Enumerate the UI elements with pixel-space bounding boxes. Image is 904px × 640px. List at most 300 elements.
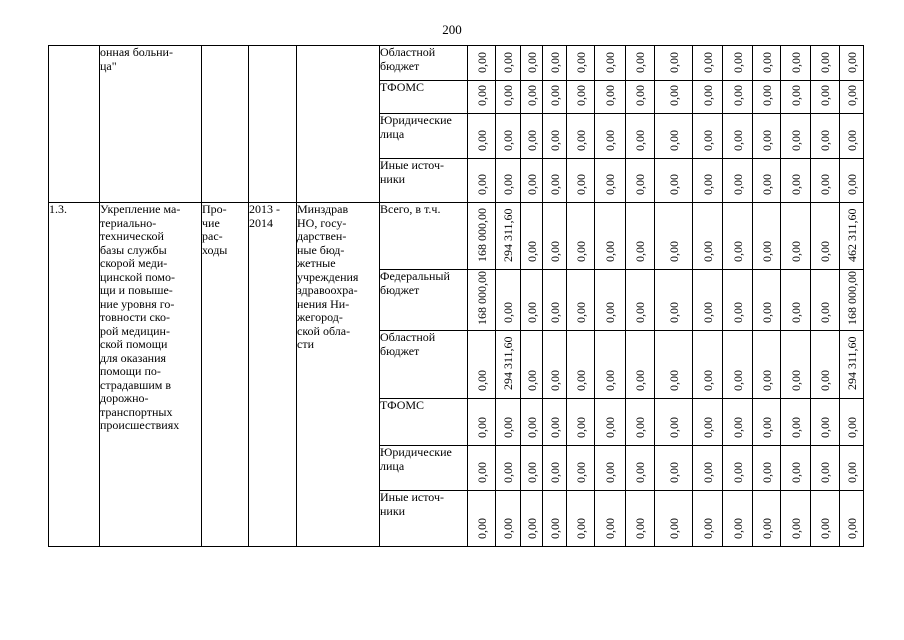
value-text: 0,00 xyxy=(844,85,859,106)
value-cell xyxy=(521,446,543,491)
value-text: 0,00 xyxy=(700,241,715,262)
funding-source-cell: Иные источ- ники xyxy=(380,159,468,203)
value-cell xyxy=(655,446,693,491)
funding-source-cell: Областной бюджет xyxy=(380,46,468,81)
value-cell xyxy=(753,331,781,399)
value-text: 0,00 xyxy=(818,130,832,151)
value-cell xyxy=(811,203,840,270)
value-text: 294 311,60 xyxy=(501,208,515,262)
value-cell xyxy=(693,331,723,399)
value-text: 0,00 xyxy=(573,302,588,323)
value-text: 0,00 xyxy=(501,130,515,151)
value-cell xyxy=(655,114,693,159)
table-body xyxy=(49,46,864,547)
value-text: 0,00 xyxy=(603,241,617,262)
value-text: 0,00 xyxy=(474,417,489,438)
value-text: 0,00 xyxy=(603,370,617,391)
value-text: 0,00 xyxy=(818,462,832,483)
value-text: 0,00 xyxy=(474,174,489,195)
funding-source-cell: Областной бюджет xyxy=(380,331,468,399)
value-text: 0,00 xyxy=(844,518,859,539)
value-cell xyxy=(753,81,781,114)
value-cell xyxy=(840,203,864,270)
value-cell xyxy=(543,446,567,491)
value-text: 0,00 xyxy=(788,85,803,106)
value-text: 0,00 xyxy=(666,302,681,323)
value-text: 0,00 xyxy=(524,241,539,262)
value-cell xyxy=(595,114,626,159)
value-text: 0,00 xyxy=(788,302,803,323)
value-text: 0,00 xyxy=(666,462,681,483)
funding-source-cell: Юридические лица xyxy=(380,114,468,159)
value-cell xyxy=(595,331,626,399)
value-cell xyxy=(496,203,521,270)
value-text: 0,00 xyxy=(524,85,539,106)
value-text: 0,00 xyxy=(700,518,715,539)
value-text: 0,00 xyxy=(573,85,588,106)
value-cell xyxy=(781,203,811,270)
value-cell xyxy=(655,81,693,114)
value-cell xyxy=(496,399,521,446)
value-text: 0,00 xyxy=(547,174,562,195)
funding-source-cell: Юридические лица xyxy=(380,446,468,491)
value-cell xyxy=(655,46,693,81)
value-text: 0,00 xyxy=(524,52,539,73)
value-cell xyxy=(595,203,626,270)
value-cell xyxy=(840,81,864,114)
value-text: 0,00 xyxy=(666,52,681,73)
value-cell xyxy=(723,114,753,159)
value-cell xyxy=(781,491,811,547)
value-text: 0,00 xyxy=(501,462,515,483)
value-text: 0,00 xyxy=(573,52,588,73)
value-text: 0,00 xyxy=(573,518,588,539)
value-text: 462 311,60 xyxy=(844,208,859,262)
value-text: 0,00 xyxy=(547,52,562,73)
value-text: 168 000,00 xyxy=(844,271,859,325)
value-text: 0,00 xyxy=(474,130,489,151)
value-cell xyxy=(655,491,693,547)
value-cell xyxy=(693,114,723,159)
value-text: 0,00 xyxy=(844,52,859,73)
value-cell xyxy=(567,203,595,270)
value-cell xyxy=(626,270,655,331)
value-cell xyxy=(781,446,811,491)
value-text: 0,00 xyxy=(788,241,803,262)
value-text: 0,00 xyxy=(474,85,489,106)
value-cell xyxy=(655,331,693,399)
value-cell xyxy=(595,446,626,491)
value-cell xyxy=(626,446,655,491)
value-cell xyxy=(693,446,723,491)
value-cell xyxy=(781,81,811,114)
table-row xyxy=(49,46,864,81)
value-cell xyxy=(595,270,626,331)
value-cell xyxy=(496,331,521,399)
value-text: 0,00 xyxy=(700,174,715,195)
program-table xyxy=(48,45,864,547)
value-text: 0,00 xyxy=(524,462,539,483)
value-text: 0,00 xyxy=(818,85,832,106)
value-text: 0,00 xyxy=(730,130,745,151)
value-cell xyxy=(468,114,496,159)
value-text: 0,00 xyxy=(700,417,715,438)
value-cell xyxy=(468,446,496,491)
value-text: 0,00 xyxy=(730,52,745,73)
value-text: 0,00 xyxy=(547,85,562,106)
item-period-cell-prev xyxy=(249,46,297,203)
value-text: 0,00 xyxy=(666,130,681,151)
value-cell xyxy=(840,159,864,203)
value-text: 0,00 xyxy=(547,518,562,539)
value-cell xyxy=(840,331,864,399)
value-text: 0,00 xyxy=(788,370,803,391)
value-text: 0,00 xyxy=(573,130,588,151)
value-cell xyxy=(626,159,655,203)
value-cell xyxy=(626,203,655,270)
value-text: 0,00 xyxy=(474,462,489,483)
value-text: 0,00 xyxy=(666,85,681,106)
value-text: 0,00 xyxy=(844,130,859,151)
value-text: 0,00 xyxy=(788,174,803,195)
value-cell xyxy=(521,491,543,547)
value-cell xyxy=(496,81,521,114)
value-text: 0,00 xyxy=(730,518,745,539)
value-cell xyxy=(781,331,811,399)
value-text: 0,00 xyxy=(501,174,515,195)
value-text: 0,00 xyxy=(759,518,774,539)
value-text: 0,00 xyxy=(759,85,774,106)
value-text: 0,00 xyxy=(603,417,617,438)
value-text: 0,00 xyxy=(788,130,803,151)
value-text: 0,00 xyxy=(524,174,539,195)
value-text: 0,00 xyxy=(474,370,489,391)
value-text: 0,00 xyxy=(759,241,774,262)
value-text: 0,00 xyxy=(633,130,647,151)
value-text: 0,00 xyxy=(501,302,515,323)
value-cell xyxy=(840,491,864,547)
funding-source-cell: Всего, в т.ч. xyxy=(380,203,468,270)
value-cell xyxy=(693,491,723,547)
value-cell xyxy=(521,114,543,159)
value-cell xyxy=(626,114,655,159)
value-cell xyxy=(567,46,595,81)
value-cell xyxy=(811,399,840,446)
value-cell xyxy=(655,270,693,331)
value-text: 0,00 xyxy=(474,518,489,539)
value-cell xyxy=(521,203,543,270)
value-text: 0,00 xyxy=(818,417,832,438)
value-text: 0,00 xyxy=(700,85,715,106)
value-text: 0,00 xyxy=(818,370,832,391)
value-text: 0,00 xyxy=(759,52,774,73)
value-cell xyxy=(811,446,840,491)
value-cell xyxy=(595,399,626,446)
value-cell xyxy=(595,159,626,203)
value-text: 0,00 xyxy=(818,302,832,323)
value-text: 0,00 xyxy=(633,52,647,73)
page-number: 200 xyxy=(442,22,462,37)
value-text: 0,00 xyxy=(730,370,745,391)
value-text: 0,00 xyxy=(759,130,774,151)
value-cell xyxy=(567,399,595,446)
value-cell xyxy=(626,331,655,399)
value-text: 0,00 xyxy=(573,241,588,262)
value-text: 0,00 xyxy=(788,52,803,73)
value-cell xyxy=(811,331,840,399)
value-cell xyxy=(811,114,840,159)
value-text: 0,00 xyxy=(759,462,774,483)
value-text: 0,00 xyxy=(730,241,745,262)
value-cell xyxy=(626,81,655,114)
value-cell xyxy=(840,114,864,159)
value-text: 0,00 xyxy=(603,302,617,323)
value-text: 294 311,60 xyxy=(501,336,515,390)
value-text: 0,00 xyxy=(603,52,617,73)
item-number-cell-prev xyxy=(49,46,100,203)
value-text: 0,00 xyxy=(547,241,562,262)
value-cell xyxy=(693,399,723,446)
value-text: 0,00 xyxy=(501,417,515,438)
value-cell xyxy=(753,399,781,446)
value-text: 0,00 xyxy=(666,518,681,539)
value-text: 0,00 xyxy=(844,462,859,483)
value-cell xyxy=(781,46,811,81)
value-cell xyxy=(811,491,840,547)
value-cell xyxy=(840,446,864,491)
value-text: 0,00 xyxy=(633,302,647,323)
value-text: 0,00 xyxy=(524,370,539,391)
value-cell xyxy=(468,46,496,81)
value-cell xyxy=(468,491,496,547)
value-text: 0,00 xyxy=(700,462,715,483)
item-executor-cell-prev xyxy=(297,46,380,203)
value-text: 0,00 xyxy=(524,130,539,151)
value-text: 168 000,00 xyxy=(474,271,489,325)
value-cell xyxy=(753,491,781,547)
value-cell xyxy=(468,399,496,446)
value-cell xyxy=(723,81,753,114)
value-text: 0,00 xyxy=(666,241,681,262)
value-cell xyxy=(723,270,753,331)
value-text: 0,00 xyxy=(666,370,681,391)
value-text: 0,00 xyxy=(666,417,681,438)
value-text: 0,00 xyxy=(818,174,832,195)
value-text: 0,00 xyxy=(818,52,832,73)
value-text: 0,00 xyxy=(818,518,832,539)
value-cell xyxy=(693,270,723,331)
value-cell xyxy=(840,46,864,81)
item-name-cell: Укрепление ма- териально- технической базы службы скорой меди- цинской помо- щи и повыше- ние уровня го- товности ско- рой медицин- ской помощи для оказания помощи по- страдавшим в дорожно- транспортных происшествиях xyxy=(100,203,202,547)
value-cell xyxy=(468,81,496,114)
value-cell xyxy=(521,270,543,331)
value-cell xyxy=(655,399,693,446)
value-cell xyxy=(693,159,723,203)
value-cell xyxy=(521,46,543,81)
value-cell xyxy=(626,491,655,547)
value-cell xyxy=(567,491,595,547)
value-text: 0,00 xyxy=(700,130,715,151)
funding-source-cell: Федеральный бюджет xyxy=(380,270,468,331)
value-cell xyxy=(543,159,567,203)
funding-source-cell: Иные источ- ники xyxy=(380,491,468,547)
value-text: 0,00 xyxy=(700,302,715,323)
value-cell xyxy=(753,159,781,203)
value-cell xyxy=(595,491,626,547)
value-cell xyxy=(543,81,567,114)
value-text: 0,00 xyxy=(573,417,588,438)
value-cell xyxy=(543,114,567,159)
value-cell xyxy=(567,81,595,114)
value-cell xyxy=(723,399,753,446)
value-text: 0,00 xyxy=(603,130,617,151)
value-cell xyxy=(723,331,753,399)
value-text: 0,00 xyxy=(547,417,562,438)
value-text: 0,00 xyxy=(730,302,745,323)
value-cell xyxy=(496,446,521,491)
value-text: 0,00 xyxy=(788,417,803,438)
value-cell xyxy=(723,46,753,81)
value-text: 0,00 xyxy=(524,417,539,438)
value-text: 0,00 xyxy=(547,370,562,391)
value-cell xyxy=(723,203,753,270)
value-cell xyxy=(496,159,521,203)
value-text: 0,00 xyxy=(633,518,647,539)
value-cell xyxy=(567,270,595,331)
value-cell xyxy=(840,270,864,331)
value-cell xyxy=(543,331,567,399)
value-text: 0,00 xyxy=(700,52,715,73)
value-cell xyxy=(521,81,543,114)
value-cell xyxy=(753,46,781,81)
value-cell xyxy=(693,46,723,81)
value-cell xyxy=(723,491,753,547)
value-cell xyxy=(543,46,567,81)
value-text: 0,00 xyxy=(788,518,803,539)
value-cell xyxy=(655,159,693,203)
value-text: 0,00 xyxy=(844,174,859,195)
value-text: 0,00 xyxy=(759,370,774,391)
value-cell xyxy=(543,491,567,547)
value-text: 0,00 xyxy=(730,462,745,483)
value-text: 0,00 xyxy=(730,417,745,438)
value-text: 294 311,60 xyxy=(844,336,859,390)
funding-source-cell: ТФОМС xyxy=(380,399,468,446)
value-text: 0,00 xyxy=(474,52,489,73)
value-cell xyxy=(811,270,840,331)
value-cell xyxy=(781,159,811,203)
value-text: 0,00 xyxy=(501,52,515,73)
value-cell xyxy=(781,399,811,446)
item-category-cell: Про- чие рас- ходы xyxy=(202,203,249,547)
value-cell xyxy=(468,270,496,331)
value-cell xyxy=(521,159,543,203)
value-text: 0,00 xyxy=(524,302,539,323)
value-cell xyxy=(468,159,496,203)
value-cell xyxy=(753,446,781,491)
value-text: 0,00 xyxy=(547,130,562,151)
value-cell xyxy=(840,399,864,446)
value-cell xyxy=(753,203,781,270)
value-cell xyxy=(626,46,655,81)
value-cell xyxy=(543,203,567,270)
value-text: 0,00 xyxy=(573,462,588,483)
value-text: 0,00 xyxy=(633,85,647,106)
value-cell xyxy=(595,46,626,81)
value-text: 0,00 xyxy=(573,174,588,195)
value-text: 0,00 xyxy=(547,302,562,323)
value-text: 0,00 xyxy=(524,518,539,539)
value-text: 0,00 xyxy=(633,241,647,262)
value-cell xyxy=(626,399,655,446)
value-cell xyxy=(521,399,543,446)
value-text: 0,00 xyxy=(603,462,617,483)
value-text: 0,00 xyxy=(603,518,617,539)
value-text: 0,00 xyxy=(759,174,774,195)
value-cell xyxy=(781,270,811,331)
value-text: 0,00 xyxy=(501,85,515,106)
value-text: 0,00 xyxy=(603,174,617,195)
value-cell xyxy=(567,331,595,399)
value-text: 0,00 xyxy=(730,85,745,106)
value-cell xyxy=(567,114,595,159)
funding-source-cell: ТФОМС xyxy=(380,81,468,114)
item-number-cell: 1.3. xyxy=(49,203,100,547)
value-text: 0,00 xyxy=(700,370,715,391)
table-row xyxy=(49,203,864,270)
value-cell xyxy=(496,491,521,547)
value-text: 0,00 xyxy=(844,417,859,438)
value-cell xyxy=(468,203,496,270)
value-text: 0,00 xyxy=(730,174,745,195)
value-text: 0,00 xyxy=(633,417,647,438)
value-text: 0,00 xyxy=(633,462,647,483)
value-cell xyxy=(543,399,567,446)
value-cell xyxy=(811,81,840,114)
value-cell xyxy=(543,270,567,331)
value-cell xyxy=(496,270,521,331)
value-text: 168 000,00 xyxy=(474,208,489,262)
value-text: 0,00 xyxy=(547,462,562,483)
value-cell xyxy=(723,446,753,491)
value-text: 0,00 xyxy=(788,462,803,483)
value-text: 0,00 xyxy=(666,174,681,195)
value-cell xyxy=(468,331,496,399)
value-text: 0,00 xyxy=(633,174,647,195)
value-cell xyxy=(655,203,693,270)
value-text: 0,00 xyxy=(759,417,774,438)
value-cell xyxy=(753,270,781,331)
value-text: 0,00 xyxy=(573,370,588,391)
value-cell xyxy=(781,114,811,159)
value-cell xyxy=(496,114,521,159)
value-cell xyxy=(811,159,840,203)
item-executor-cell: Минздрав НО, госу- дарствен- ные бюд- жетные учреждения здравоохра- нения Ни- жегород- ской обла- сти xyxy=(297,203,380,547)
value-cell xyxy=(723,159,753,203)
value-cell xyxy=(811,46,840,81)
item-category-cell-prev xyxy=(202,46,249,203)
value-text: 0,00 xyxy=(818,241,832,262)
value-cell xyxy=(693,203,723,270)
value-cell xyxy=(567,446,595,491)
value-text: 0,00 xyxy=(633,370,647,391)
value-text: 0,00 xyxy=(603,85,617,106)
value-cell xyxy=(496,46,521,81)
value-cell xyxy=(693,81,723,114)
value-cell xyxy=(595,81,626,114)
value-text: 0,00 xyxy=(759,302,774,323)
item-period-cell: 2013 - 2014 xyxy=(249,203,297,547)
